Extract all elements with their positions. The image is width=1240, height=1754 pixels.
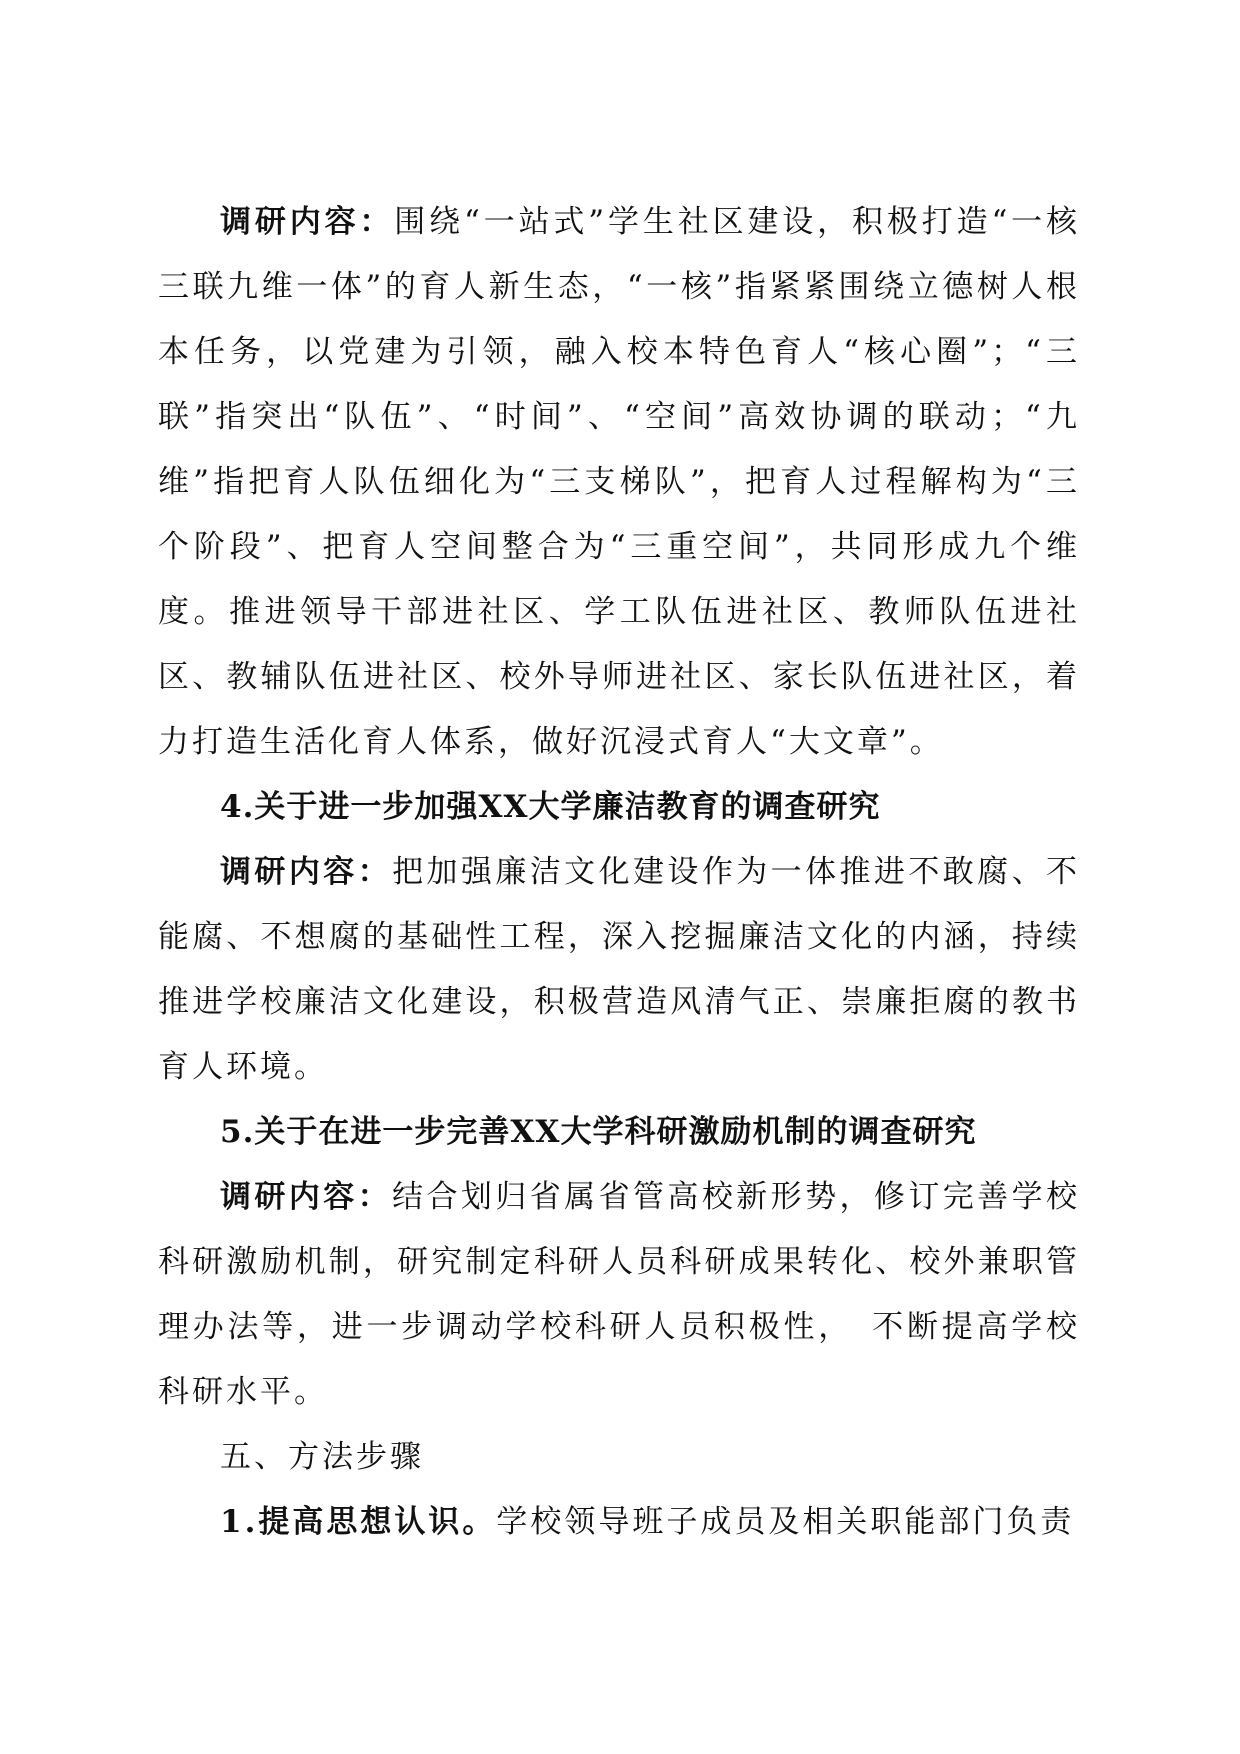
paragraph-community-building [158, 190, 1080, 775]
step-label: 1.提高思想认识。 [220, 1504, 497, 1540]
research-content-label: 调研内容： [220, 1179, 393, 1215]
section-title-methods: 五、方法步骤 [220, 1439, 424, 1475]
paragraph-text: 结合划归省属省管高校新形势，修订完善学校科研激励机制，研究制定科研人员科研成果转化、校外兼职管理办法等，进一步调动学校科研人员积极性， 不断提高学校科研水平。 [158, 1179, 1081, 1410]
paragraph-text: 围绕“一站式”学生社区建设，积极打造“一核三联九维一体”的育人新生态，“一核”指紧紧围绕立德树人根本任务，以党建为引领，融入校本特色育人“核心圈”；“三联”指突出“队伍”、“时间”、“空间”高效协调的联动；“九维”指把育人队伍细化为“三支梯队”，把育人过程解构为“三个阶段”、把育人空间整合为“三重空间”，共同形成九个维度。推进领导干部进社区、学工队伍进社区、教师队伍进社区、教辅队伍进社区、校外导师进社区、家长队伍进社区，着力打造生活化育人体系，做好沉浸式育人“大文章”。 [158, 204, 1081, 760]
paragraph-research-incentives [158, 1165, 1080, 1425]
paragraph-text: 把加强廉洁文化建设作为一体推进不敢腐、不能腐、不想腐的基础性工程，深入挖掘廉洁文化的内涵，持续推进学校廉洁文化建设，积极营造风清气正、崇廉拒腐的教书育人环境。 [158, 854, 1081, 1085]
research-content-label: 调研内容： [220, 204, 395, 240]
research-content-label: 调研内容： [220, 854, 393, 890]
paragraph-integrity-education [158, 840, 1080, 1100]
heading-integrity-education: 4.关于进一步加强XX大学廉洁教育的调查研究 [220, 789, 881, 825]
document-body [158, 190, 1080, 1555]
heading-research-incentives: 5.关于在进一步完善XX大学科研激励机制的调查研究 [220, 1114, 977, 1150]
paragraph-step-1 [158, 1490, 1080, 1555]
paragraph-text: 学校领导班子成员及相关职能部门负责 [496, 1504, 1075, 1540]
